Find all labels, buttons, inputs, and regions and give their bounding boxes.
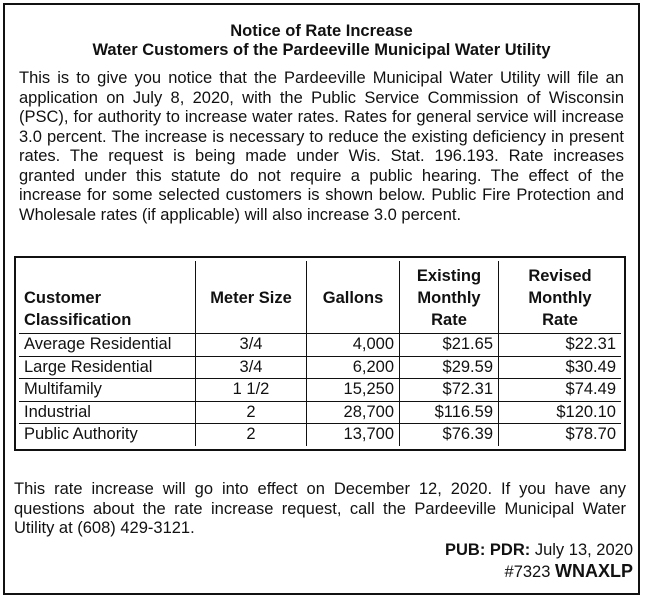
cell-meter-size: 3/4 <box>196 334 307 357</box>
col-header-existing-rate: Existing Monthly Rate <box>400 261 499 334</box>
notice-closing-paragraph: This rate increase will go into effect on December 12, 2020. If you have any questions about the rate increase request, call the Pardeeville Municipal Water Utility at (608) 429-3121. <box>14 480 626 537</box>
publication-date: July 13, 2020 <box>534 541 633 559</box>
table-row <box>19 334 621 357</box>
cell-existing-rate: $76.39 <box>400 424 499 446</box>
cell-gallons: 28,700 <box>307 401 400 424</box>
cell-gallons: 4,000 <box>307 334 400 357</box>
cell-gallons: 13,700 <box>307 424 400 446</box>
publication-line <box>445 540 633 561</box>
cell-meter-size: 1 1/2 <box>196 379 307 402</box>
table-row <box>19 379 621 402</box>
table-row <box>19 401 621 424</box>
cell-revised-rate: $78.70 <box>499 424 622 446</box>
notice-intro-paragraph: This is to give you notice that the Pardeeville Municipal Water Utility will file an application on July 8, 2020, with the Public Service Commission of Wisconsin (PSC), for authority to increase water rates. Rates for general service will increase 3.0 percent. The increase is necessary to reduce the existing deficiency in present rates. The request is being made under Wis. Stat. 196.193. Rate increases granted under this statute do not require a public hearing. The effect of the increase for some selected customers is shown below. Public Fire Protection and Wholesale rates (if applicable) will also increase 3.0 percent. <box>19 69 624 224</box>
cell-revised-rate: $22.31 <box>499 334 622 357</box>
cell-revised-rate: $30.49 <box>499 356 622 379</box>
cell-existing-rate: $29.59 <box>400 356 499 379</box>
rate-table <box>19 261 621 446</box>
notice-title <box>5 22 638 60</box>
notice-title-line1: Notice of Rate Increase <box>230 22 413 40</box>
cell-classification: Public Authority <box>19 424 196 446</box>
table-row <box>19 424 621 446</box>
table-row <box>19 356 621 379</box>
ad-number: #7323 <box>504 563 551 581</box>
rate-table-header-row <box>19 261 621 334</box>
cell-classification: Multifamily <box>19 379 196 402</box>
cell-revised-rate: $74.49 <box>499 379 622 402</box>
ad-id-line <box>445 561 633 583</box>
cell-meter-size: 2 <box>196 424 307 446</box>
cell-existing-rate: $21.65 <box>400 334 499 357</box>
cell-meter-size: 2 <box>196 401 307 424</box>
publication-label: PUB: PDR: <box>445 541 531 559</box>
cell-revised-rate: $120.10 <box>499 401 622 424</box>
cell-classification: Large Residential <box>19 356 196 379</box>
rate-table-frame <box>14 256 626 451</box>
publication-info <box>445 540 633 583</box>
cell-classification: Industrial <box>19 401 196 424</box>
col-header-classification: Customer Classification <box>19 261 196 334</box>
col-header-revised-rate: Revised Monthly Rate <box>499 261 622 334</box>
cell-existing-rate: $72.31 <box>400 379 499 402</box>
ad-code: WNAXLP <box>555 561 633 581</box>
cell-meter-size: 3/4 <box>196 356 307 379</box>
cell-classification: Average Residential <box>19 334 196 357</box>
col-header-meter-size: Meter Size <box>196 261 307 334</box>
cell-gallons: 6,200 <box>307 356 400 379</box>
cell-gallons: 15,250 <box>307 379 400 402</box>
col-header-gallons: Gallons <box>307 261 400 334</box>
notice-title-line2: Water Customers of the Pardeeville Municipal Water Utility <box>92 41 551 59</box>
cell-existing-rate: $116.59 <box>400 401 499 424</box>
